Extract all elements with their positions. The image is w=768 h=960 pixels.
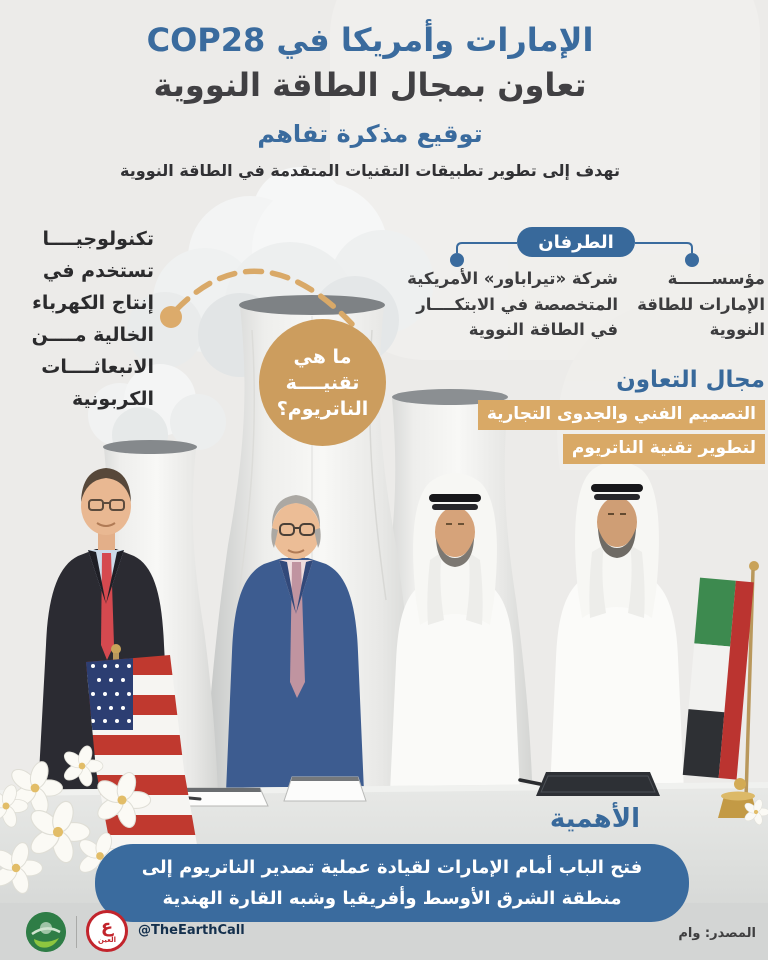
alain-logo-glyph: ع <box>100 916 114 937</box>
badge-line: ما هي <box>293 345 352 368</box>
subtitle: توقيع مذكرة تفاهم <box>257 120 483 148</box>
badge-line: تقنيــــة <box>285 371 360 394</box>
page-title: الإمارات وأمريكا في COP28 <box>146 21 594 59</box>
cooperation-section <box>478 364 765 464</box>
tech-note-line: تستخدم في <box>42 260 154 282</box>
party-line: مؤسســــــة <box>667 269 765 288</box>
party-line: المتخصصة في الابتكــــار <box>416 294 618 314</box>
party-line: شركة «تيراباور» الأمريكية <box>407 269 618 288</box>
earthcall-logo-icon <box>26 912 66 952</box>
social-handle: @TheEarthCall <box>138 923 245 938</box>
tech-note-line: تكنولوجيــــا <box>42 228 154 250</box>
footer <box>0 902 768 960</box>
tech-note-line: إنتاج الكهرباء <box>32 292 154 314</box>
alain-logo-icon <box>86 910 128 952</box>
person-emirati-official-2 <box>550 461 684 792</box>
badge-line: الناتريوم؟ <box>276 397 369 420</box>
parties-label-pill <box>517 227 635 257</box>
parties-label: الطرفان <box>538 231 614 253</box>
document-folder-black <box>520 772 660 796</box>
tech-note <box>2 223 154 415</box>
cooperation-highlight-1: التصميم الفني والجدوى التجارية <box>478 400 765 430</box>
party-line: في الطاقة النووية <box>468 320 618 339</box>
tech-note-line: الانبعاثــــات <box>41 356 154 378</box>
tech-note-line: الكربونية <box>72 388 154 410</box>
tech-note-line: الخالية مــــن <box>31 324 154 346</box>
uae-flag <box>683 561 759 818</box>
party-enec <box>605 266 765 343</box>
source-text: المصدر: وام <box>678 926 756 941</box>
importance-label: الأهمية <box>549 804 640 834</box>
importance-line: فتح الباب أمام الإمارات لقيادة عملية تصدير الناتريوم إلى <box>141 857 643 878</box>
cooperation-label: مجال التعاون <box>616 367 765 393</box>
header <box>0 18 740 184</box>
party-line: الإمارات للطاقة <box>637 294 765 314</box>
party-terrapower <box>386 266 618 343</box>
natrium-question-badge <box>259 319 386 446</box>
party-line: النووية <box>709 320 765 339</box>
description: تهدف إلى تطوير تطبيقات التقنيات المتقدمة في الطاقة النووية <box>120 161 620 180</box>
alain-logo-label: العين <box>97 936 117 944</box>
page-title-line2: تعاون بمجال الطاقة النووية <box>153 66 587 104</box>
footer-divider <box>76 916 77 948</box>
document-folder-center <box>284 777 366 801</box>
cooperation-highlight-2: لتطوير تقنية الناتريوم <box>563 434 765 464</box>
importance-line: منطقة الشرق الأوسط وأفريقيا وشبه القارة الهندية <box>162 888 622 909</box>
